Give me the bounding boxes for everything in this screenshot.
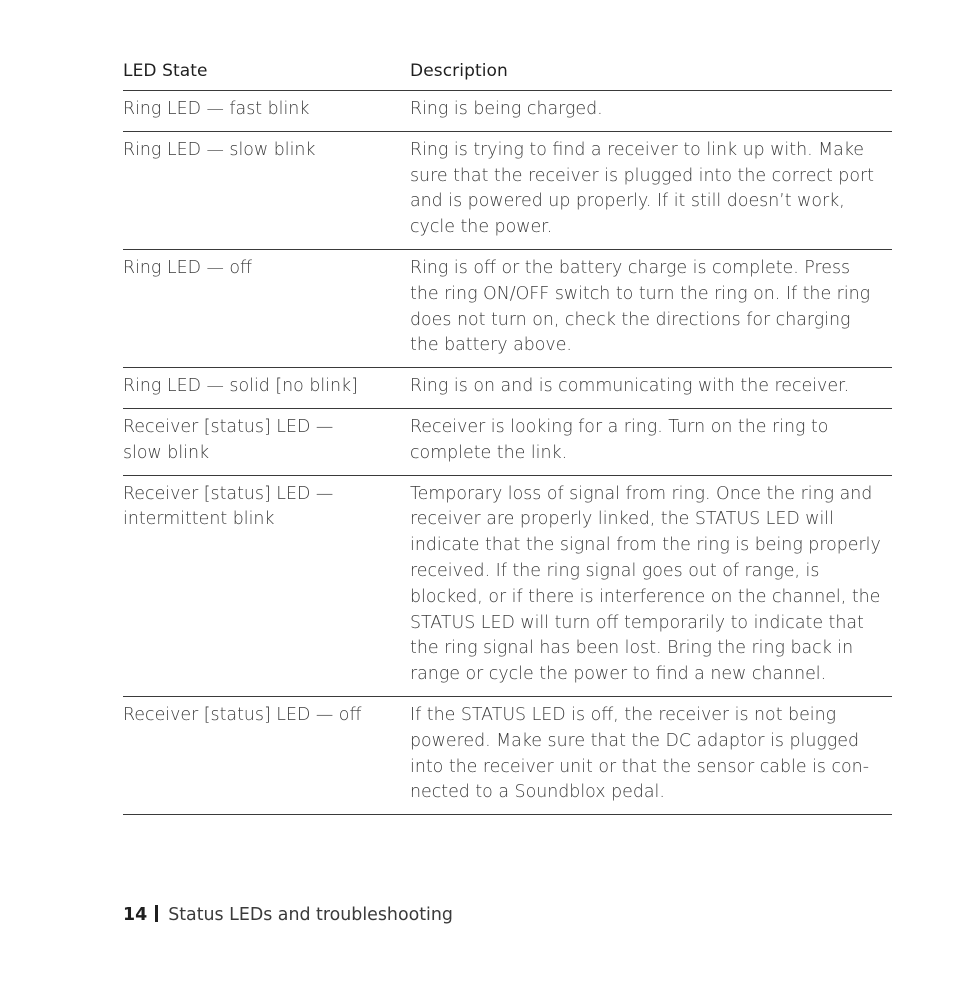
page-number: 14: [123, 905, 148, 925]
header-description: Description: [410, 61, 508, 81]
description-cell: Ring is off or the battery charge is complete. Press the ring ON/OFF switch to turn the ring on. If the ring does not turn on, check the directions for charging the battery above.: [410, 257, 871, 356]
table-header-row: [123, 52, 892, 91]
table-row: [123, 132, 892, 250]
section-title: Status LEDs and troubleshooting: [168, 905, 453, 925]
led-state-cell: Receiver [status] LED — slow blink: [123, 416, 334, 463]
description-cell: If the STATUS LED is off, the receiver is not being powered. Make sure that the DC adaptor is plugged into the receiver unit or that the sensor cable is con- nected to a Soundblox pedal.: [410, 704, 869, 803]
led-state-cell: Receiver [status] LED — intermittent blink: [123, 483, 334, 530]
description-cell: Receiver is looking for a ring. Turn on the ring to complete the link.: [410, 416, 829, 463]
description-cell: Ring is being charged.: [410, 99, 603, 119]
led-state-cell: Receiver [status] LED — off: [123, 704, 362, 725]
description-cell: Ring is on and is communicating with the receiver.: [410, 376, 850, 397]
led-state-cell: Ring LED — off: [123, 257, 253, 278]
description-cell: Ring is trying to find a receiver to link up with. Make sure that the receiver is plugged into the correct port and is powered up properly. If it still doesn’t work, cycle the power.: [410, 139, 874, 238]
table-row: [123, 476, 892, 697]
table-row: [123, 368, 892, 409]
page-footer: [123, 903, 453, 925]
table-row: [123, 250, 892, 368]
led-state-cell: Ring LED — solid [no blink]: [123, 376, 358, 397]
led-status-table: [123, 52, 892, 815]
led-state-cell: Ring LED — slow blink: [123, 139, 316, 160]
description-cell: Temporary loss of signal from ring. Once the ring and receiver are properly linked, the STATUS LED will indicate that the signal from the ring is being properly received. If the ring signal goes out of range, is blocked, or if there is interference on the channel, the STATUS LED will turn off temporarily to indicate that the ring signal has been lost. Bring the ring back in range or cycle the power to find a new channel.: [410, 483, 881, 685]
table-row: [123, 91, 892, 132]
table-row: [123, 409, 892, 476]
led-state-cell: Ring LED — fast blink: [123, 99, 310, 119]
header-led-state: LED State: [123, 61, 208, 81]
footer-divider: [155, 905, 158, 922]
table-row: [123, 697, 892, 815]
